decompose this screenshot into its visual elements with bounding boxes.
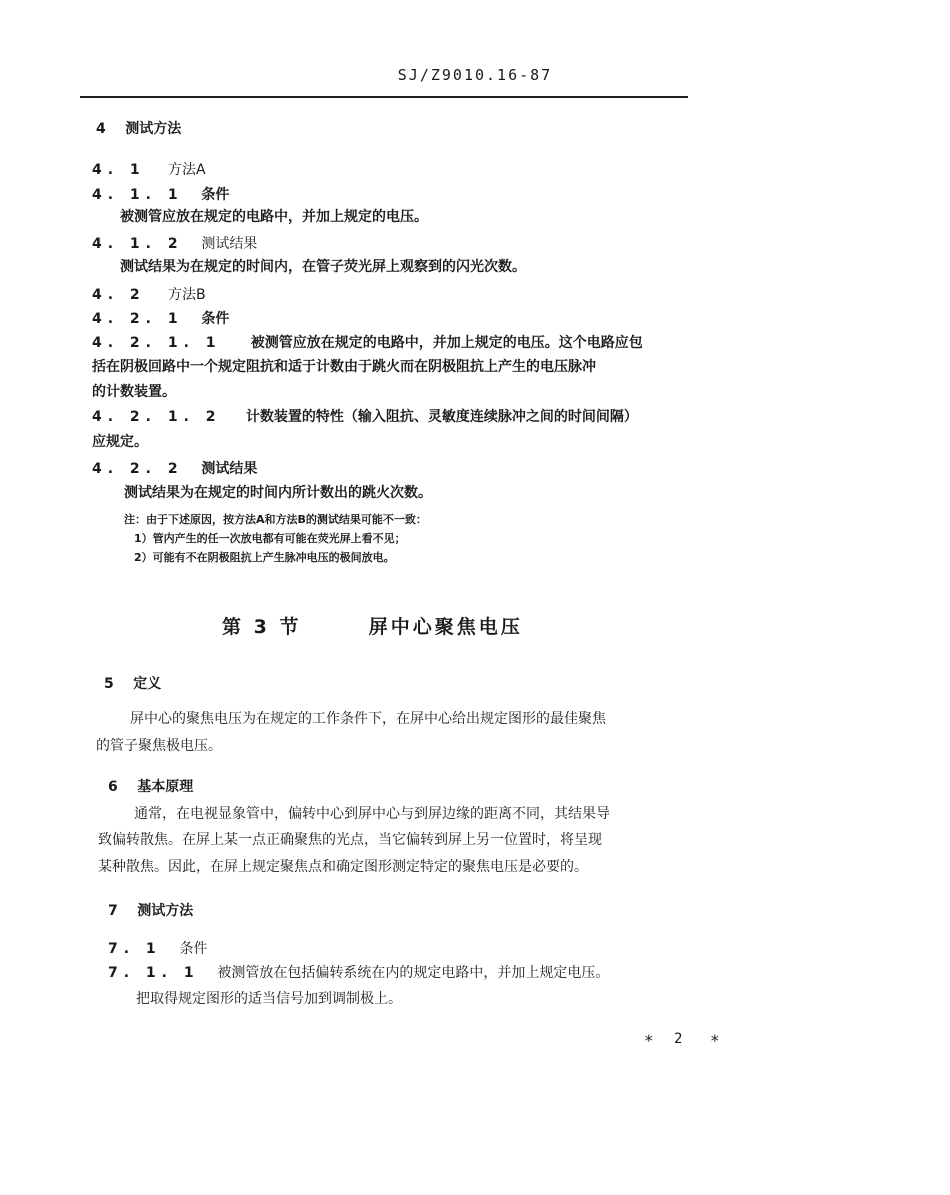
clause-title: 条件	[179, 941, 208, 957]
paragraph-line: 计数装置的特性（输入阻抗、灵敏度连续脉冲之间的时间间隔）	[245, 409, 638, 425]
paragraph-line: 应规定。	[92, 434, 148, 450]
clause-number: 4. 2. 2	[92, 461, 184, 477]
clause-4-2-2	[92, 460, 257, 478]
footer-star-right: *	[710, 1031, 720, 1050]
chapter-heading	[222, 614, 523, 640]
section-4-heading	[96, 120, 181, 138]
clause-4-2-1	[92, 310, 229, 328]
clause-7-1	[108, 940, 208, 958]
section-title: 定义	[133, 676, 162, 692]
paragraph: 测试结果为在规定的时间内，在管子荧光屏上观察到的闪光次数。	[120, 259, 526, 275]
clause-4-2	[92, 286, 206, 304]
clause-number: 4. 1. 2	[92, 236, 184, 252]
page-number: 2	[674, 1031, 683, 1047]
paragraph-line: 被测管放在包括偏转系统在内的规定电路中，并加上规定电压。	[217, 965, 610, 981]
section-number: 5	[104, 676, 114, 692]
section-7-heading	[108, 902, 193, 920]
clause-title: 方法A	[167, 162, 206, 178]
paragraph-line: 被测管应放在规定的电路中，并加上规定的电压。这个电路应包	[250, 335, 643, 351]
section-title: 测试方法	[137, 903, 194, 919]
clause-title: 条件	[201, 187, 230, 203]
note-heading: 注：由于下述原因，按方法A和方法B的测试结果可能不一致：	[124, 513, 427, 526]
paragraph: 被测管应放在规定的电路中，并加上规定的电压。	[120, 209, 428, 225]
paragraph-line: 致偏转散焦。在屏上某一点正确聚焦的光点，当它偏转到屏上另一位置时，将呈现	[98, 832, 602, 848]
clause-4-1-1	[92, 186, 229, 204]
section-number: 7	[108, 903, 118, 919]
footer-star-left: *	[644, 1031, 654, 1050]
clause-title: 测试结果	[201, 236, 258, 252]
paragraph-line: 通常，在电视显象管中，偏转中心到屏中心与到屏边缘的距离不同，其结果导	[134, 806, 610, 822]
section-6-heading	[108, 778, 193, 796]
clause-number: 7. 1. 1	[108, 965, 200, 981]
paragraph-line: 的计数装置。	[92, 384, 176, 400]
clause-title: 条件	[201, 311, 230, 327]
clause-4-1	[92, 161, 206, 179]
clause-title: 方法B	[167, 287, 206, 303]
clause-number: 4. 2. 1. 2	[92, 409, 222, 425]
clause-7-1-1	[108, 964, 609, 982]
note-item-2: 2）可能有不在阴极阻抗上产生脉冲电压的极间放电。	[134, 551, 395, 564]
section-title: 测试方法	[125, 121, 182, 137]
section-number: 6	[108, 779, 118, 795]
chapter-title: 屏中心聚焦电压	[368, 616, 523, 638]
note-item-1: 1）管内产生的任一次放电都有可能在荧光屏上看不见；	[134, 532, 406, 545]
clause-number: 4. 2. 1	[92, 311, 184, 327]
clause-number: 4. 1. 1	[92, 187, 184, 203]
paragraph: 测试结果为在规定的时间内所计数出的跳火次数。	[124, 485, 432, 501]
paragraph-line: 把取得规定图形的适当信号加到调制极上。	[136, 991, 402, 1007]
section-number: 4	[96, 121, 106, 137]
clause-number: 4. 2	[92, 287, 146, 303]
header-rule	[80, 96, 688, 98]
paragraph-line: 屏中心的聚焦电压为在规定的工作条件下，在屏中心给出规定图形的最佳聚焦	[130, 711, 606, 727]
section-title: 基本原理	[137, 779, 194, 795]
paragraph-line: 某种散焦。因此，在屏上规定聚焦点和确定图形测定特定的聚焦电压是必要的。	[98, 859, 588, 875]
section-5-heading	[104, 675, 161, 693]
clause-4-2-1-1	[92, 334, 643, 352]
clause-number: 4. 2. 1. 1	[92, 335, 222, 351]
clause-4-1-2	[92, 235, 257, 253]
standard-code-header: SJ/Z9010.16-87	[397, 66, 553, 84]
clause-number: 7. 1	[108, 941, 162, 957]
paragraph-line: 括在阴极回路中一个规定阻抗和适于计数由于跳火而在阴极阻抗上产生的电压脉冲	[92, 359, 596, 375]
clause-number: 4. 1	[92, 162, 146, 178]
paragraph-line: 的管子聚焦极电压。	[96, 738, 222, 754]
clause-title: 测试结果	[201, 461, 258, 477]
chapter-label: 第 3 节	[222, 616, 302, 638]
clause-4-2-1-2	[92, 408, 638, 426]
